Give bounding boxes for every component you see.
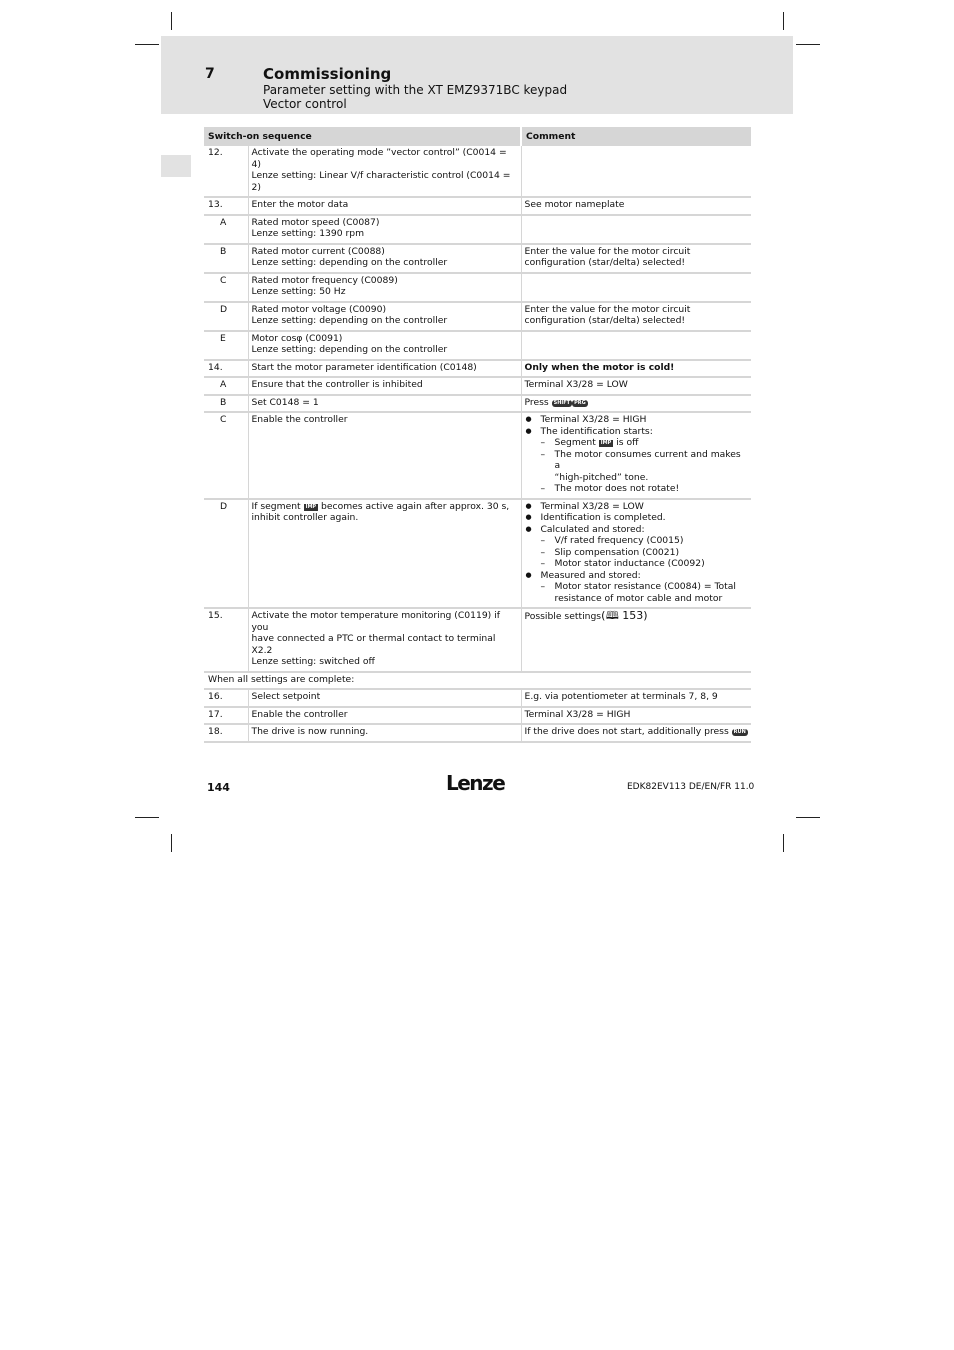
document-id: EDK82EV113 DE/EN/FR 11.0 (627, 782, 755, 792)
substep-letter: C (204, 273, 248, 302)
step-text: Select setpoint (248, 689, 521, 707)
step-number: 12. (204, 146, 248, 197)
step-text (248, 215, 521, 244)
step-text-part: becomes active again after approx. 30 s, (321, 500, 510, 512)
step-line: Rated motor speed (C0087) (251, 216, 380, 228)
comment-dash-list (525, 535, 749, 570)
step-line: Lenze setting: 50 Hz (251, 286, 346, 297)
substep-letter: C (204, 412, 248, 499)
step-text: Enable the controller (248, 707, 521, 725)
comment-bullet-list (525, 501, 749, 536)
comment-dash-list (525, 437, 749, 495)
list-item: – Slip compensation (C0021) (525, 547, 749, 559)
step-text: Start the motor parameter identification (C0148) (248, 360, 521, 378)
step-line: Activate the motor temperature monitoring (C0119) if you (251, 610, 500, 633)
comment-cell (521, 499, 751, 609)
comment-cell (521, 412, 751, 499)
step-line: Rated motor frequency (C0089) (251, 274, 398, 286)
crop-mark (796, 817, 820, 818)
comment-dash-list (525, 581, 749, 604)
step-number: 14. (204, 360, 248, 378)
imp-segment-icon: IMP (305, 503, 317, 510)
step-number: 13. (204, 197, 248, 215)
page-ref-paren: ( (601, 609, 606, 622)
step-line: Lenze setting: depending on the controller (251, 257, 448, 268)
comment-line: Enter the value for the motor circuit (524, 303, 691, 315)
substep-letter: D (204, 302, 248, 331)
comment-line: configuration (star/delta) selected! (524, 257, 686, 268)
crop-mark (171, 834, 172, 852)
step-number: 17. (204, 707, 248, 725)
page-header (161, 36, 793, 114)
section-subtitle-2: Vector control (263, 97, 347, 111)
list-item (525, 449, 749, 484)
list-text: Segment (554, 437, 596, 448)
comment-text: Possible settings (524, 611, 602, 622)
table-row (204, 244, 751, 273)
table-row (204, 499, 751, 609)
switch-on-sequence-table (204, 127, 751, 743)
substep-letter: A (204, 377, 248, 395)
table-row (204, 146, 751, 197)
table-row (204, 273, 751, 302)
section-note: When all settings are complete: (204, 672, 751, 690)
prg-key-icon: PRG (574, 399, 586, 406)
step-line (252, 501, 518, 513)
table-row (204, 724, 751, 742)
list-text: resistance of motor cable and motor (554, 592, 723, 604)
list-item: ● Measured and stored: (525, 570, 749, 582)
list-item (525, 581, 749, 604)
comment-bullet-list (525, 414, 749, 437)
comment-bullet-list (525, 570, 749, 582)
step-line: Activate the operating mode ”vector control” (C0014 = 4) (251, 147, 507, 170)
table-row (204, 707, 751, 725)
step-line: Lenze setting: Linear V/f characteristic control (C0014 = 2) (251, 170, 511, 193)
step-line: Lenze setting: 1390 rpm (251, 228, 365, 239)
step-text (248, 302, 521, 331)
list-item: ● Terminal X3/28 = LOW (525, 501, 749, 513)
comment-cell (521, 244, 751, 273)
step-line: Rated motor voltage (C0090) (251, 303, 387, 315)
table-header-row (204, 127, 751, 146)
step-text (248, 608, 521, 672)
crop-mark (783, 12, 784, 30)
book-icon: 🕮 (605, 609, 619, 622)
step-text: Enter the motor data (248, 197, 521, 215)
table-row (204, 395, 751, 413)
comment-cell: Terminal X3/28 = HIGH (521, 707, 751, 725)
step-line: Motor cosφ (C0091) (251, 332, 343, 344)
table-row (204, 377, 751, 395)
substep-letter: A (204, 215, 248, 244)
run-key-icon: RUN (733, 729, 746, 735)
crop-mark (135, 44, 159, 45)
comment-line: Enter the value for the motor circuit (524, 245, 691, 257)
step-text: Set C0148 = 1 (248, 395, 521, 413)
comment-cell (521, 395, 751, 413)
comment-cell: E.g. via potentiometer at terminals 7, 8, 9 (521, 689, 751, 707)
table-row (204, 672, 751, 690)
list-item: ● Terminal X3/28 = HIGH (525, 414, 749, 426)
crop-mark (796, 44, 820, 45)
list-item: – V/f rated frequency (C0015) (525, 535, 749, 547)
substep-letter: D (204, 499, 248, 609)
step-text (248, 146, 521, 197)
substep-letter: E (204, 331, 248, 360)
step-text-part: If segment (251, 500, 301, 512)
page-reference[interactable]: 153 (622, 609, 644, 622)
crop-mark (783, 834, 784, 852)
step-text (248, 331, 521, 360)
list-text: – Motor stator resistance (C0084) = Total (554, 581, 736, 592)
step-line: Rated motor current (C0088) (251, 245, 385, 257)
list-item: – The motor does not rotate! (525, 483, 749, 495)
comment-line: configuration (star/delta) selected! (524, 315, 686, 326)
comment-cell: Terminal X3/28 = LOW (521, 377, 751, 395)
step-text: The drive is now running. (248, 724, 521, 742)
comment-cell (521, 608, 751, 672)
step-number: 18. (204, 724, 248, 742)
table-row (204, 215, 751, 244)
step-text (248, 244, 521, 273)
list-text: – The motor consumes current and makes a (554, 448, 741, 471)
comment-text: Press (524, 396, 549, 408)
comment-cell (521, 215, 751, 244)
column-header-sequence: Switch-on sequence (204, 127, 521, 146)
list-item: ● Calculated and stored: (525, 524, 749, 536)
page-ref-paren: ) (643, 609, 648, 622)
step-number: 15. (204, 608, 248, 672)
step-text (248, 273, 521, 302)
table-row (204, 197, 751, 215)
list-item: ● Identification is completed. (525, 512, 749, 524)
shift-key-icon: SHIFT (553, 399, 571, 406)
comment-cell (521, 724, 751, 742)
step-text: Enable the controller (248, 412, 521, 499)
chapter-side-tab (161, 155, 191, 177)
comment-text: If the drive does not start, additionally press (524, 726, 729, 737)
lenze-logo: Lenze (446, 771, 505, 795)
crop-mark (171, 12, 172, 30)
table-row (204, 689, 751, 707)
comment-cell (521, 273, 751, 302)
step-line: have connected a PTC or thermal contact to terminal X2.2 (251, 633, 496, 656)
substep-letter: B (204, 395, 248, 413)
table-row (204, 412, 751, 499)
chapter-title: Commissioning (263, 65, 392, 83)
list-item (525, 437, 749, 449)
substep-letter: B (204, 244, 248, 273)
list-text: “high-pitched” tone. (554, 471, 649, 483)
table-row (204, 360, 751, 378)
list-item: – Motor stator inductance (C0092) (525, 558, 749, 570)
step-text: Ensure that the controller is inhibited (248, 377, 521, 395)
step-line: Lenze setting: depending on the controller (251, 344, 448, 355)
table-row (204, 608, 751, 672)
table-row (204, 331, 751, 360)
step-number: 16. (204, 689, 248, 707)
crop-mark (135, 817, 159, 818)
step-line: inhibit controller again. (251, 512, 359, 523)
comment-cell: See motor nameplate (521, 197, 751, 215)
section-subtitle: Parameter setting with the XT EMZ9371BC keypad (263, 83, 568, 97)
step-text (248, 499, 521, 609)
step-line: Lenze setting: depending on the controller (251, 315, 448, 326)
comment-cell (521, 146, 751, 197)
step-line: Lenze setting: switched off (251, 656, 375, 667)
table-row (204, 302, 751, 331)
imp-segment-icon: IMP (600, 440, 612, 446)
list-item: ● The identification starts: (525, 426, 749, 438)
comment-warning: Only when the motor is cold! (521, 360, 751, 378)
list-text: is off (616, 437, 639, 448)
comment-cell (521, 302, 751, 331)
page-number: 144 (207, 781, 230, 794)
column-header-comment: Comment (521, 127, 751, 146)
chapter-number: 7 (205, 66, 215, 82)
comment-cell (521, 331, 751, 360)
